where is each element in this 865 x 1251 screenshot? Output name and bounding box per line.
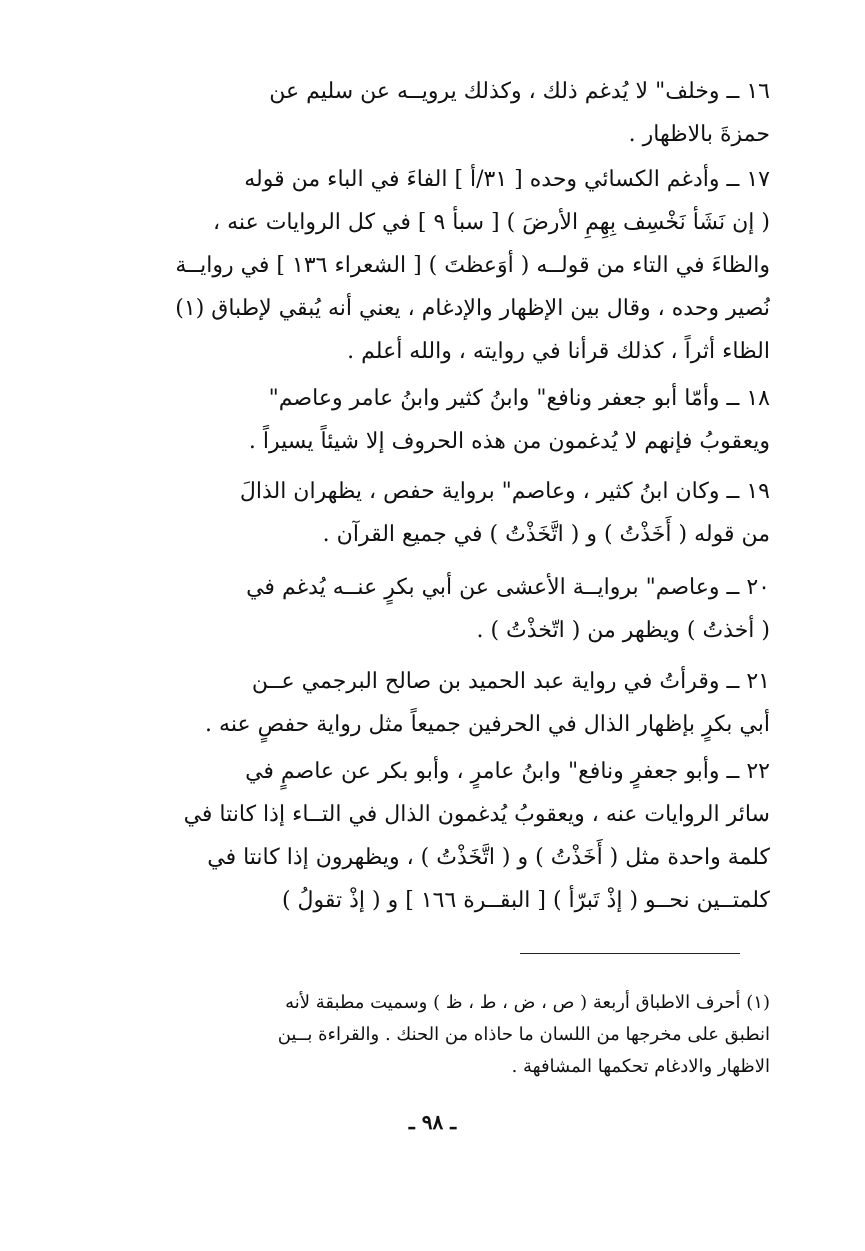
text-line: ٢١ ــ وقرأتُ في رواية عبد الحميد بن صالح البرجمي عــن (251, 669, 770, 694)
text-line: ١٨ ــ وأمّا أبو جعفر ونافع" وابنُ كثير وابنُ عامر وعاصم" (268, 386, 770, 411)
text-line: ١٦ ــ وخلف" لا يُدغم ذلك ، وكذلك يرويــه عن سليم عن (269, 79, 770, 104)
footnote-divider (520, 953, 740, 954)
text-line: الظاء أثراً ، كذلك قرأنا في روايته ، والله أعلم . (347, 339, 770, 364)
paragraph-22 (90, 750, 770, 922)
text-line: ٢٢ ــ وأبو جعفرٍ ونافع" وابنُ عامرٍ ، وأبو بكر عن عاصمٍ في (245, 759, 770, 784)
text-line: سائر الروايات عنه ، ويعقوبُ يُدغمون الذال في التــاء إذا كانتا في (183, 802, 770, 827)
text-line: كلمة واحدة مثل ( أَخَذْتُ ) و ( اتَّخَذْتُ ) ، ويظهرون إذا كانتا في (207, 845, 770, 870)
text-line: أبي بكرٍ بإظهار الذال في الحرفين جميعاً مثل رواية حفصٍ عنه . (205, 712, 770, 737)
text-line: ويعقوبُ فإنهم لا يُدغمون من هذه الحروف إلا شيئاً يسيراً . (248, 429, 770, 454)
paragraph-16 (90, 70, 770, 156)
paragraph-19 (90, 470, 770, 556)
footnote-line: (١) أحرف الاطباق أربعة ( ص ، ض ، ط ، ظ ) وسميت مطبقة لأنه (285, 992, 770, 1013)
footnote-line: الاظهار والادغام تحكمها المشافهة . (511, 1056, 770, 1077)
text-line: ١٩ ــ وكان ابنُ كثير ، وعاصم" برواية حفص ، يظهران الذالَ (239, 479, 770, 504)
text-line: ٢٠ ــ وعاصم" بروايــة الأعشى عن أبي بكرٍ عنــه يُدغم في (246, 575, 770, 600)
paragraph-20 (90, 566, 770, 652)
text-line: ١٧ ــ وأدغم الكسائي وحده [ ٣١/أ ] الفاءَ في الباء من قوله (244, 167, 770, 192)
text-line: نُصير وحده ، وقال بين الإظهار والإدغام ، يعني أنه يُبقي لإطباق (١) (175, 296, 770, 321)
text-line: ( أخذتُ ) ويظهر من ( اتّخذْتُ ) . (476, 618, 770, 643)
footnote-line: انطبق على مخرجها من اللسان ما حاذاه من الحنك . والقراءة بــين (277, 1024, 770, 1045)
text-line: والظاءَ في التاء من قولــه ( أوَعظتَ ) [ الشعراء ١٣٦ ] في روايــة (175, 253, 770, 278)
paragraph-21 (90, 660, 770, 746)
text-line: ( إن نَشَأ نَخْسِف بِهِمِ الأرضَ ) [ سبأ ٩ ] في كل الروايات عنه ، (213, 210, 770, 235)
text-line: من قوله ( أَخَذْتُ ) و ( اتَّخَذْتُ ) في جميع القرآن . (322, 522, 770, 547)
text-line: كلمتــين نحــو ( إذْ تَبرّأ ) [ البقــرة ١٦٦ ] و ( إذْ تقولُ ) (281, 888, 770, 913)
paragraph-17 (90, 158, 770, 373)
footnote (90, 987, 770, 1083)
paragraph-18 (90, 377, 770, 463)
text-line: حمزةَ بالاظهار . (628, 122, 770, 147)
page-number: ـ ٩٨ ـ (408, 1110, 457, 1134)
